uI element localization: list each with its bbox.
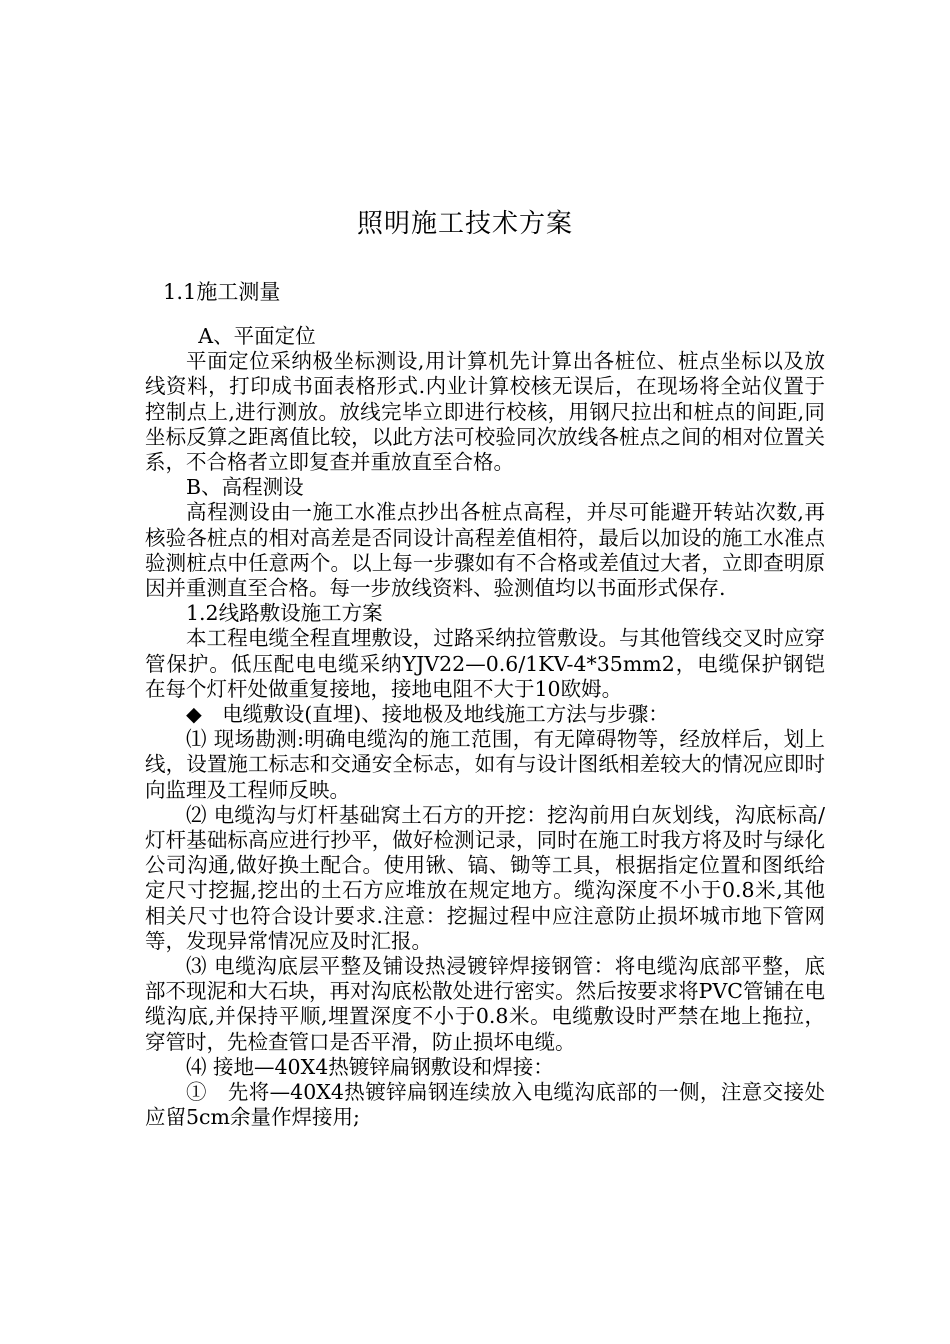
section-heading-1-1: 1.1施工测量 (163, 280, 281, 304)
step-1-site-survey: ⑴ 现场勘测:明确电缆沟的施工范围，有无障碍物等，经放样后，划上线，设置施工标志和交通安全标志，如有与设计图纸相差较大的情况应即时向监理及工程师反映。 (145, 727, 825, 802)
paragraph-cable-laying: 本工程电缆全程直埋敷设，过路采纳拉管敷设。与其他管线交叉时应穿管保护。低压配电电缆采纳YJV22—0.6/1KV-4*35mm2，电缆保护钢铠在每个灯杆处做重复接地，接地电阻不大于10欧姆。 (145, 626, 825, 701)
step-2-excavation: ⑵ 电缆沟与灯杆基础窝土石方的开挖：挖沟前用白灰划线，沟底标高/灯杆基础标高应进行抄平，做好检测记录，同时在施工时我方将及时与绿化公司沟通,做好换土配合。使用锹、镐、锄等工具，根据指定位置和图纸给定尺寸挖掘,挖出的土石方应堆放在规定地方。缆沟深度不小于0.8米,其他相关尺寸也符合设计要求.注意：挖掘过程中应注意防止损坏城市地下管网等，发现异常情况应及时汇报。 (145, 802, 825, 953)
paragraph-plane-positioning: 平面定位采纳极坐标测设,用计算机先计算出各桩位、桩点坐标以及放线资料，打印成书面表格形式.内业计算校核无误后，在现场将全站仪置于控制点上,进行测放。放线完毕立即进行校核，用钢尺拉出和桩点的间距,同坐标反算之距离值比较，以此方法可校验同次放线各桩点之间的相对位置关系，不合格者立即复查并重放直至合格。 (145, 349, 825, 475)
step-4-grounding: ⑷ 接地—40X4热镀锌扁钢敷设和焊接： (186, 1054, 554, 1079)
section-heading-1-2: 1.2线路敷设施工方案 (186, 601, 383, 626)
step-3-trench-leveling: ⑶ 电缆沟底层平整及铺设热浸镀锌焊接钢管：将电缆沟底部平整，底部不现泥和大石块，再对沟底松散处进行密实。然后按要求将PVC管铺在电缆沟底,并保持平顺,埋置深度不小于0.8米。电缆敷设时严禁在地上拖拉，穿管时，先检查管口是否平滑，防止损坏电缆。 (145, 954, 825, 1054)
paragraph-elevation-survey: 高程测设由一施工水准点抄出各桩点高程，并尽可能避开转站次数,再核验各桩点的相对高差是否同设计高程差值相符，最后以加设的施工水准点验测桩点中任意两个。以上每一步骤如有不合格或差值过大者，立即查明原因并重测直至合格。每一步放线资料、验测值均以书面形式保存. (145, 500, 825, 601)
document-body (145, 324, 825, 1131)
document-title: 照明施工技术方案 (356, 209, 573, 239)
step-4-item-1: ① 先将—40X4热镀锌扁钢连续放入电缆沟底部的一侧，注意交接处应留5cm余量作焊接用; (145, 1080, 825, 1130)
bullet-heading-methods: ◆ 电缆敷设(直埋)、接地极及地线施工方法与步骤： (186, 702, 669, 727)
subsection-heading-b: B、高程测设 (186, 475, 304, 500)
subsection-heading-a: A、平面定位 (198, 324, 316, 348)
